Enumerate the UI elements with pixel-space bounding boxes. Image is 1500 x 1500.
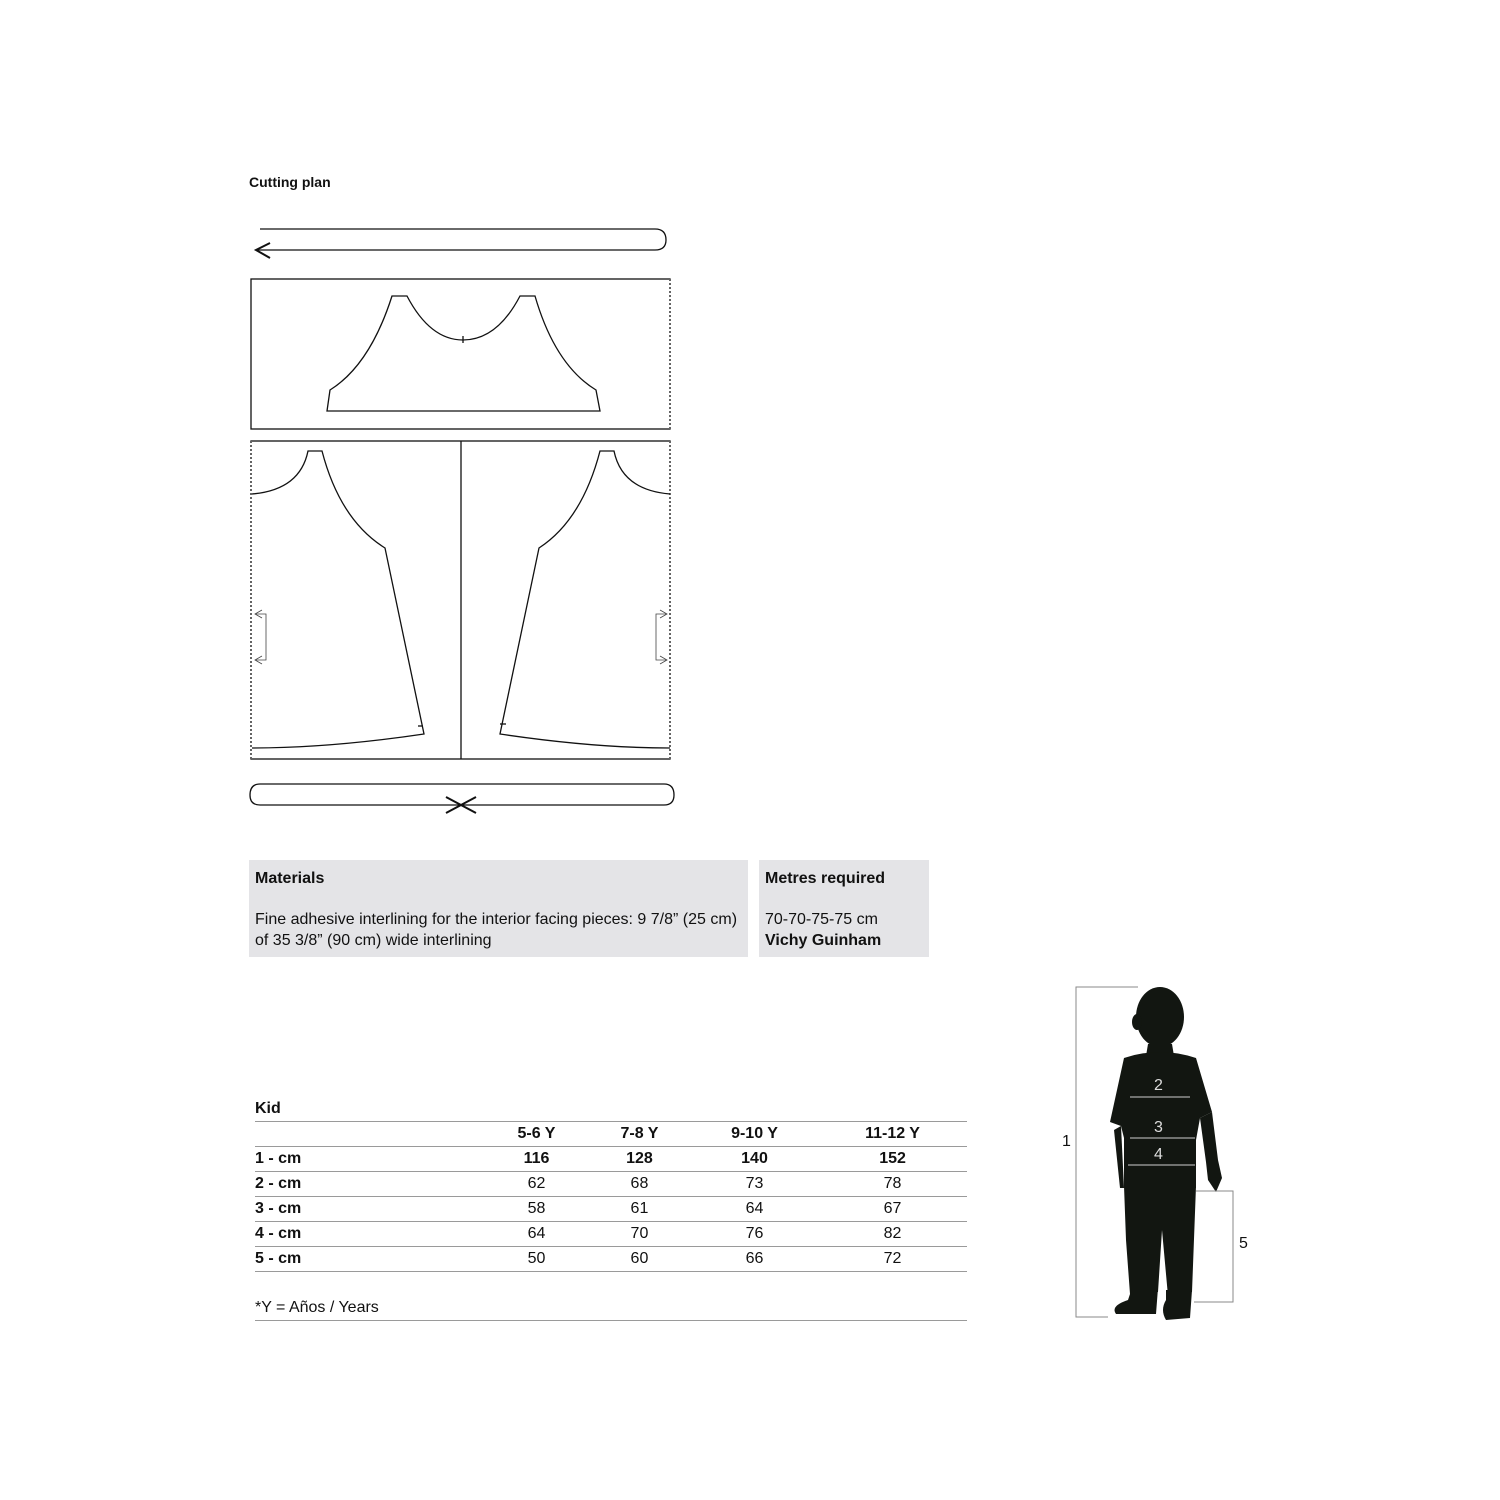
fabric-fold-top bbox=[251, 279, 670, 429]
size-table bbox=[255, 1097, 967, 1321]
metres-title: Metres required bbox=[765, 870, 886, 887]
table-row bbox=[255, 1147, 967, 1172]
measure-label-hip: 4 bbox=[1154, 1146, 1163, 1163]
materials-panel bbox=[249, 860, 748, 957]
table-cell: 66 bbox=[745, 1250, 764, 1267]
front-pattern-piece-right bbox=[500, 451, 670, 748]
table-cell: 140 bbox=[741, 1150, 768, 1167]
table-cell: 73 bbox=[745, 1175, 764, 1192]
table-cell: 61 bbox=[630, 1200, 649, 1217]
table-cell: 64 bbox=[527, 1225, 546, 1242]
grainline-arrow-top bbox=[256, 229, 666, 250]
table-cell: 58 bbox=[527, 1200, 546, 1217]
front-pattern-piece-left bbox=[252, 451, 424, 748]
row-label: 2 - cm bbox=[255, 1175, 302, 1192]
measure-label-height: 1 bbox=[1062, 1133, 1071, 1150]
grainline-arrow-bottom bbox=[250, 784, 674, 805]
yoke-pattern-piece bbox=[327, 296, 600, 411]
materials-text: Fine adhesive interlining for the interior facing pieces: 9 7/8” (25 cm) of 35 3/8” (90 cm) wide interlining bbox=[255, 911, 738, 949]
table-cell: 78 bbox=[883, 1175, 902, 1192]
column-header: 5-6 Y bbox=[517, 1125, 556, 1142]
table-cell: 82 bbox=[883, 1225, 902, 1242]
table-cell: 67 bbox=[883, 1200, 902, 1217]
cutting-plan-diagram bbox=[244, 220, 684, 820]
table-row bbox=[255, 1172, 967, 1197]
column-header: 11-12 Y bbox=[865, 1125, 920, 1142]
metres-panel bbox=[759, 860, 929, 957]
row-label: 5 - cm bbox=[255, 1250, 302, 1267]
table-cell: 64 bbox=[745, 1200, 764, 1217]
table-cell: 62 bbox=[527, 1175, 546, 1192]
table-cell: 128 bbox=[626, 1150, 653, 1167]
size-table-title: Kid bbox=[255, 1100, 281, 1117]
table-row bbox=[255, 1222, 967, 1247]
table-footnote: *Y = Años / Years bbox=[255, 1296, 967, 1321]
table-cell: 72 bbox=[883, 1250, 902, 1267]
fabric-name: Vichy Guinham bbox=[765, 932, 882, 949]
table-row bbox=[255, 1247, 967, 1272]
column-header: 9-10 Y bbox=[731, 1125, 778, 1142]
page-heading: Cutting plan bbox=[249, 174, 331, 190]
table-cell: 60 bbox=[630, 1250, 649, 1267]
row-label: 4 - cm bbox=[255, 1225, 302, 1242]
size-table-grid bbox=[255, 1121, 967, 1272]
table-cell: 70 bbox=[630, 1225, 649, 1242]
table-cell: 152 bbox=[879, 1150, 906, 1167]
table-cell: 116 bbox=[523, 1150, 550, 1167]
header-blank bbox=[255, 1122, 485, 1147]
row-label: 1 - cm bbox=[255, 1150, 302, 1167]
measure-label-inseam: 5 bbox=[1239, 1235, 1248, 1252]
measure-label-waist: 3 bbox=[1154, 1119, 1163, 1136]
table-cell: 68 bbox=[630, 1175, 649, 1192]
measure-label-chest: 2 bbox=[1154, 1077, 1163, 1094]
table-cell: 50 bbox=[527, 1250, 546, 1267]
materials-title: Materials bbox=[255, 870, 325, 887]
table-header-row bbox=[255, 1122, 967, 1147]
table-row bbox=[255, 1197, 967, 1222]
table-cell: 76 bbox=[745, 1225, 764, 1242]
metres-value: 70-70-75-75 cm bbox=[765, 911, 878, 928]
column-header: 7-8 Y bbox=[620, 1125, 659, 1142]
row-label: 3 - cm bbox=[255, 1200, 302, 1217]
measurement-figure bbox=[1050, 975, 1270, 1335]
